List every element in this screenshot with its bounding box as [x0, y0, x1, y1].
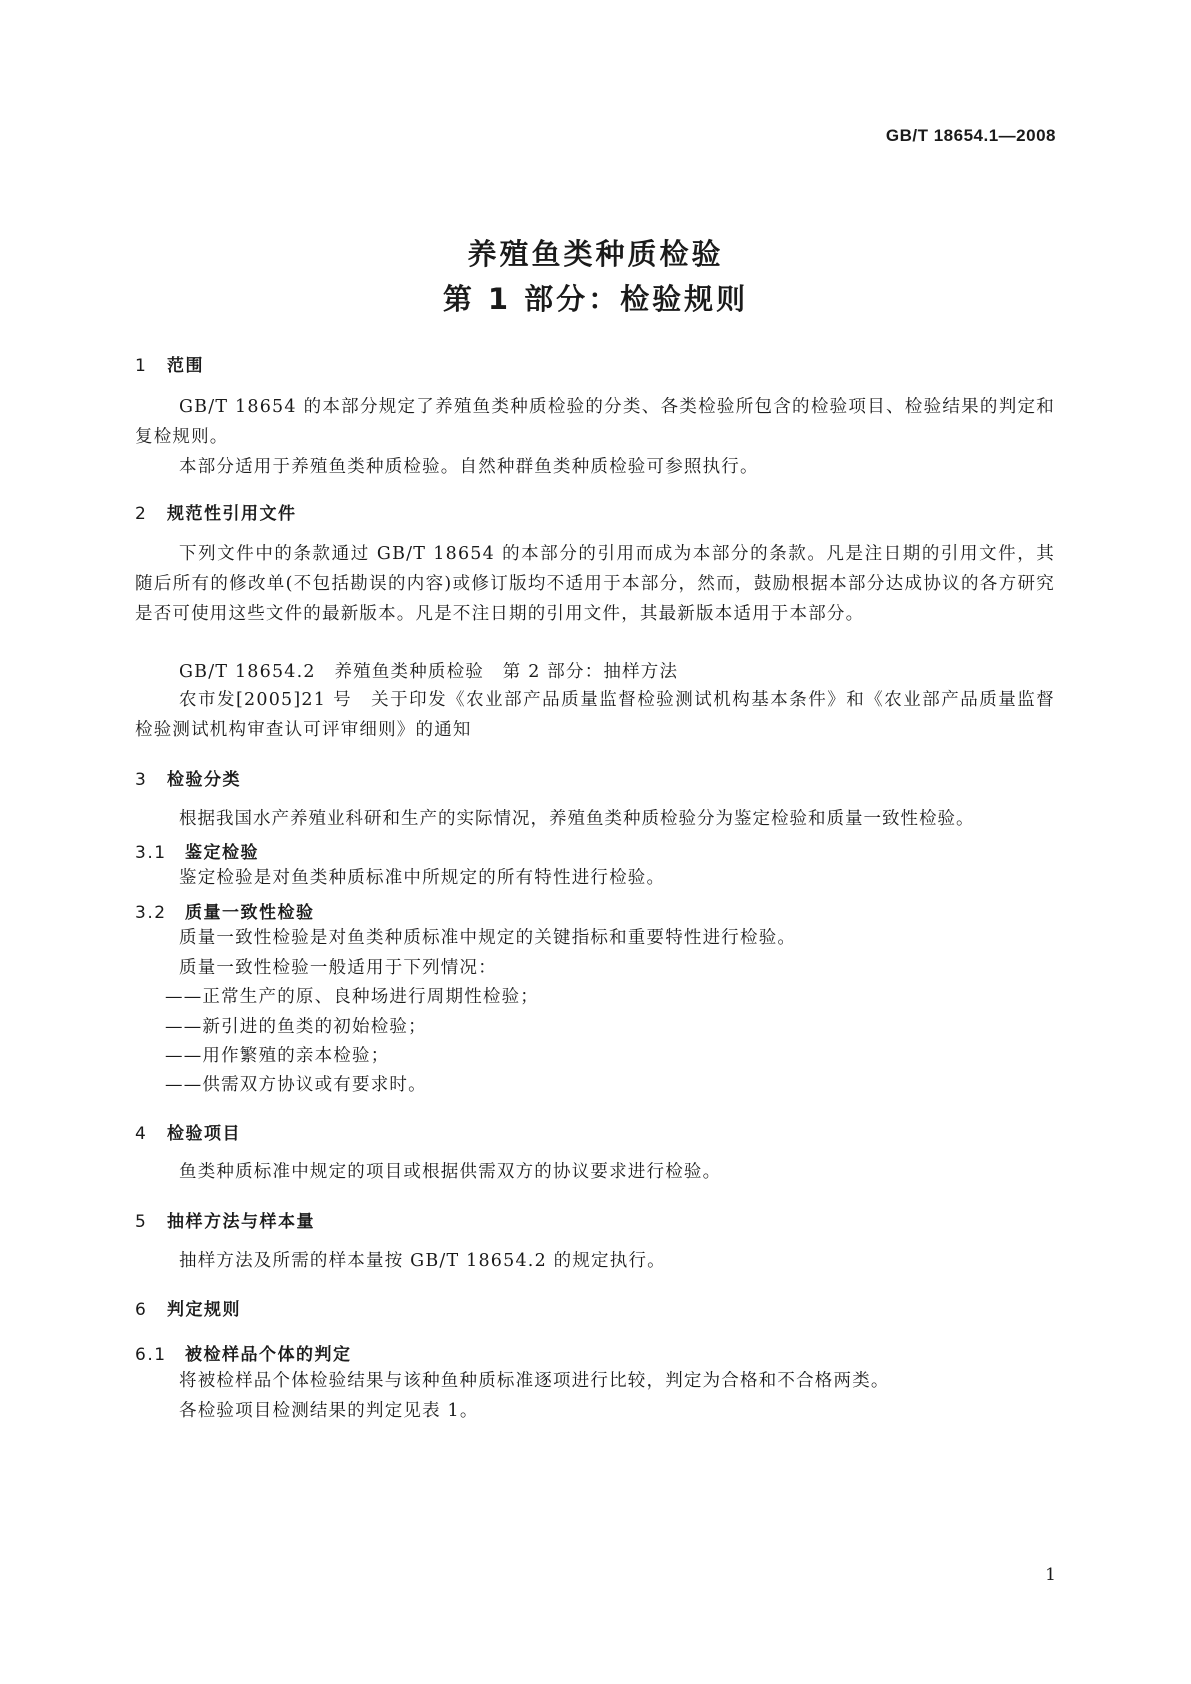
section-number: 3.2 — [135, 903, 167, 923]
paragraph: 本部分适用于养殖鱼类种质检验。自然种群鱼类种质检验可参照执行。 — [179, 457, 759, 477]
section-heading-3 — [135, 765, 241, 790]
paragraph: 鱼类种质标准中规定的项目或根据供需双方的协议要求进行检验。 — [179, 1162, 722, 1182]
section-title: 检验项目 — [167, 1124, 241, 1144]
paragraph: 鉴定检验是对鱼类种质标准中所规定的所有特性进行检验。 — [179, 868, 666, 888]
paragraph: 抽样方法及所需的样本量按 GB/T 18654.2 的规定执行。 — [179, 1251, 666, 1271]
standard-code: GB/T 18654.1—2008 — [885, 126, 1056, 145]
reference-item: GB/T 18654.2 养殖鱼类种质检验 第 2 部分：抽样方法 — [179, 662, 679, 682]
section-heading-5 — [135, 1207, 315, 1232]
paragraph: GB/T 18654 的本部分规定了养殖鱼类种质检验的分类、各类检验所包含的检验项目、检验结果的判定和复检规则。 — [135, 397, 1055, 447]
section-title: 规范性引用文件 — [167, 504, 297, 524]
list-item: ——新引进的鱼类的初始检验； — [165, 1017, 427, 1037]
section-title: 检验分类 — [167, 770, 241, 790]
paragraph: 各检验项目检测结果的判定见表 1。 — [179, 1401, 479, 1421]
section-number: 4 — [135, 1124, 148, 1144]
section-heading-4 — [135, 1119, 241, 1144]
paragraph: 下列文件中的条款通过 GB/T 18654 的本部分的引用而成为本部分的条款。凡是注日期的引用文件，其随后所有的修改单(不包括勘误的内容)或修订版均不适用于本部分，然而，鼓励根据本部分达成协议的各方研究是否可使用这些文件的最新版本。凡是不注日期的引用文件，其最新版本适用于本部分。 — [135, 544, 1055, 624]
section-title: 范围 — [167, 356, 204, 376]
paragraph: 质量一致性检验是对鱼类种质标准中规定的关键指标和重要特性进行检验。 — [179, 928, 797, 948]
list-item: ——供需双方协议或有要求时。 — [165, 1075, 427, 1095]
subsection-heading-3-2 — [135, 898, 315, 923]
section-number: 6.1 — [135, 1345, 167, 1365]
section-heading-1 — [135, 351, 204, 376]
paragraph: 根据我国水产养殖业科研和生产的实际情况，养殖鱼类种质检验分为鉴定检验和质量一致性检验。 — [179, 809, 975, 829]
page-number: 1 — [1045, 1565, 1056, 1585]
paragraph: 将被检样品个体检验结果与该种鱼种质标准逐项进行比较，判定为合格和不合格两类。 — [179, 1371, 890, 1391]
list-item: ——用作繁殖的亲本检验； — [165, 1046, 390, 1066]
section-number: 3 — [135, 770, 148, 790]
list-item: ——正常生产的原、良种场进行周期性检验； — [165, 987, 539, 1007]
section-number: 2 — [135, 504, 148, 524]
reference-item: 农市发[2005]21 号 关于印发《农业部产品质量监督检验测试机构基本条件》和《农业部产品质量监督检验测试机构审查认可评审细则》的通知 — [135, 690, 1055, 740]
section-title: 判定规则 — [167, 1300, 241, 1320]
subsection-heading-3-1 — [135, 838, 259, 863]
document-subtitle: 第 1 部分：检验规则 — [442, 282, 749, 316]
subsection-heading-6-1 — [135, 1340, 352, 1365]
section-title: 质量一致性检验 — [185, 903, 315, 923]
section-heading-2 — [135, 499, 297, 524]
section-heading-6 — [135, 1295, 241, 1320]
section-title: 鉴定检验 — [185, 843, 259, 863]
section-number: 3.1 — [135, 843, 167, 863]
section-number: 6 — [135, 1300, 148, 1320]
section-number: 1 — [135, 356, 148, 376]
section-title: 抽样方法与样本量 — [167, 1212, 315, 1232]
paragraph: 质量一致性检验一般适用于下列情况： — [179, 958, 497, 978]
section-number: 5 — [135, 1212, 148, 1232]
section-title: 被检样品个体的判定 — [185, 1345, 352, 1365]
document-title: 养殖鱼类种质检验 — [467, 237, 724, 271]
